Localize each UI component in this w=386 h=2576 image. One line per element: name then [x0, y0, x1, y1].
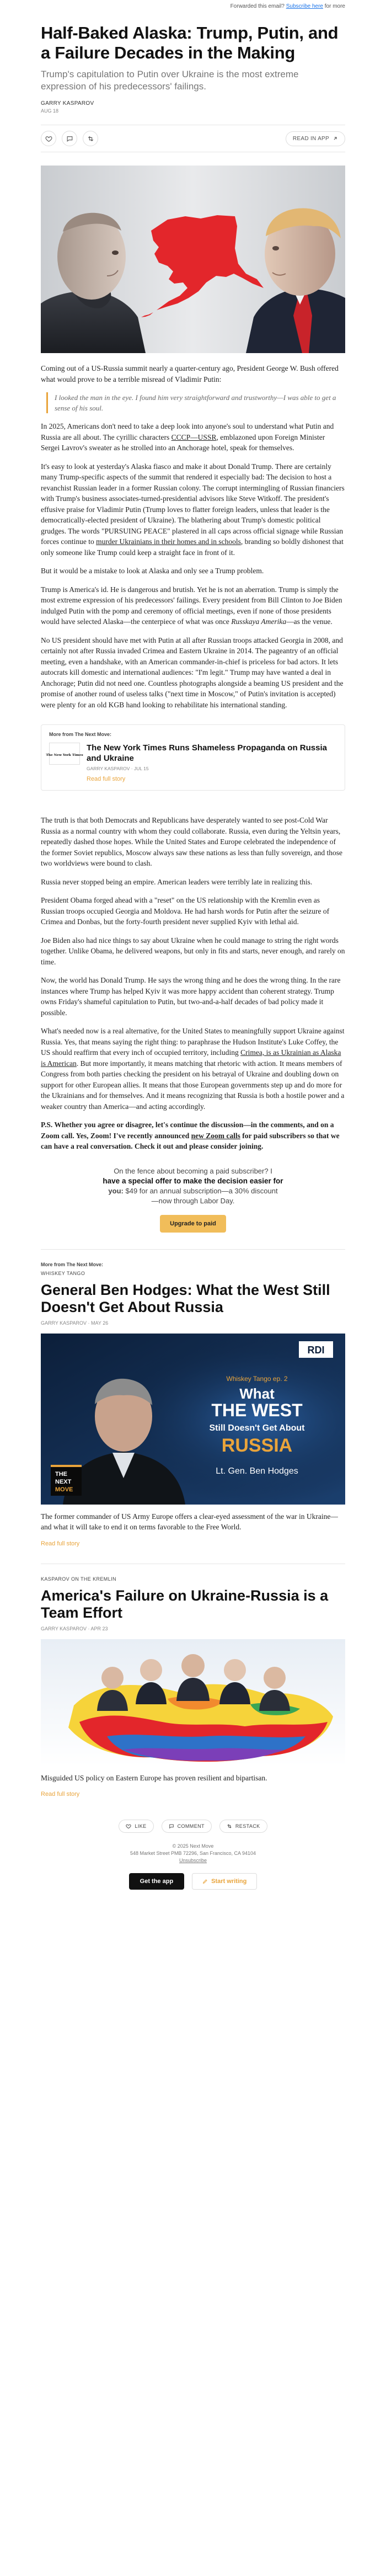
like-button[interactable] [41, 131, 56, 146]
post1-read-full-story-link[interactable]: Read full story [41, 1540, 80, 1547]
upgrade-to-paid-button[interactable]: Upgrade to paid [160, 1215, 226, 1233]
embed-title[interactable]: The New York Times Runs Shameless Propaganda on Russia and Ukraine [87, 743, 327, 763]
postscript-text-b: for paid subscribers so that we can have a real conversation. Check it out and please consider joining. [41, 1131, 340, 1150]
cccp-link[interactable]: CCCP—USSR [171, 433, 217, 441]
paragraph-7: The truth is that both Democrats and Republicans have desperately wanted to see post-Cold War Russia as a normal country with whom they could collaborate. Russia, even during the Yeltsin years, repeatedly dashed those hopes. While the United States and Europe celebrated the independence of the former Soviet republics, Moscow always saw these nations as less than fully sovereign, and those two worldviews were bound to clash. [41, 816, 343, 867]
paragraph-2 [41, 421, 345, 454]
paragraph-5 [41, 584, 345, 627]
embedded-post-card[interactable] [41, 724, 345, 791]
image-headline-4: RUSSIA [221, 1434, 293, 1456]
paragraph-11: Now, the world has Donald Trump. He says the wrong thing and he does the wrong thing. In the rare instances where Trump has helped Kyiv it was more happy accident than coherent strategy. Trump owns Friday's shameful capitulation to Putin, but two-and-a-half decades of bad policy made it possible. [41, 976, 341, 1017]
footer-info [41, 1843, 345, 1864]
author-byline[interactable]: GARRY KASPAROV [41, 100, 94, 106]
paragraph-9: President Obama forged ahead with a "reset" on the US relationship with the Kremlin even as Russian troops occupied Georgia and Moldova. He had harsh words for Putin after the seizure of Crimea and Donbas, but the forty-fourth president never supplied Kyiv with lethal aid. [41, 896, 330, 926]
footer-comment-label: COMMENT [177, 1823, 205, 1829]
rdi-badge-text: RDI [307, 1344, 325, 1356]
logo-word-3: MOVE [55, 1486, 73, 1493]
post1-meta: GARRY KASPAROV · MAY 26 [41, 1320, 109, 1326]
nyt-logo-text: The New York Times [46, 753, 83, 757]
related-post-2 [41, 1576, 345, 1798]
image-headline-1: What [239, 1385, 275, 1402]
footer-actions [41, 1820, 345, 1833]
offer-line-3-text: $49 for an annual subscription—a 30% discount [123, 1186, 278, 1195]
paragraph-8: Russia never stopped being an empire. American leaders were terribly late in realizing this. [41, 877, 313, 886]
article-subtitle: Trump's capitulation to Putin over Ukraine is the most extreme expression of his predecessors' failings. [41, 69, 299, 92]
offer-line-3-bold: you: [108, 1186, 124, 1195]
footer-comment-button[interactable] [162, 1820, 212, 1833]
comment-icon [169, 1823, 174, 1829]
external-arrow-icon [333, 136, 338, 141]
get-the-app-button[interactable]: Get the app [129, 1873, 185, 1890]
hero-image[interactable] [41, 166, 345, 353]
footer-restack-label: RESTACK [235, 1823, 260, 1829]
postscript-text-a: P.S. Whether you agree or disagree, let's continue the discussion—in the comments, and on a Zoom call. Yes, Zoom! I've recently announced [41, 1121, 334, 1140]
copyright: © 2025 Next Move [172, 1843, 214, 1849]
guest-name: Lt. Gen. Ben Hodges [216, 1466, 298, 1476]
unsubscribe-link[interactable]: Unsubscribe [179, 1858, 207, 1863]
start-writing-button[interactable] [192, 1873, 257, 1890]
paragraph-1: Coming out of a US-Russia summit nearly a quarter-century ago, President George W. Bush offered what would prove to be a terrible misread of Vladimir Putin: [41, 364, 339, 383]
footer-buttons [41, 1873, 345, 1890]
post1-from-label: More from The Next Move: [41, 1261, 104, 1267]
footer-like-label: LIKE [135, 1823, 147, 1829]
offer-line-2: have a special offer to make the decision easier for [103, 1176, 283, 1185]
embed-meta: GARRY KASPAROV · JUL 15 [87, 766, 149, 771]
restack-button[interactable] [83, 131, 98, 146]
paragraph-3-text-b: , branding so boldly dishonest that only someone like Trump could keep a straight face in front of it. [41, 537, 344, 557]
image-headline-2: THE WEST [211, 1400, 303, 1420]
forward-note-suffix: for more [324, 3, 345, 9]
restack-icon [87, 135, 94, 142]
footer-like-button[interactable] [119, 1820, 153, 1833]
forward-note [41, 0, 345, 12]
comment-button[interactable] [62, 131, 77, 146]
pen-icon [202, 1879, 208, 1884]
subscribe-link[interactable]: Subscribe here [286, 3, 323, 9]
post1-description: The former commander of US Army Europe offers a clear-eyed assessment of the war in Ukraine—and what it will take to end it on terms favorable to the Free World. [41, 1512, 338, 1531]
paragraph-5-text-b: —as the venue. [286, 617, 333, 626]
next-move-logo [51, 1465, 82, 1496]
paragraph-4: But it would be a mistake to look at Alaska and only see a Trump problem. [41, 567, 264, 575]
offer-line-4: —now through Labor Day. [151, 1196, 235, 1205]
series-label: Whiskey Tango ep. 2 [226, 1374, 288, 1383]
publish-date: AUG 18 [41, 108, 59, 114]
post1-kicker[interactable]: WHISKEY TANGO [41, 1270, 85, 1276]
post2-kicker[interactable]: KASPAROV ON THE KREMLIN [41, 1576, 116, 1582]
murder-ukrainians-link[interactable]: murder Ukrainians in their homes and in schools [96, 537, 241, 546]
action-bar [41, 125, 345, 152]
post2-meta: GARRY KASPAROV · APR 23 [41, 1625, 108, 1631]
read-in-app-label: READ IN APP [292, 135, 329, 142]
paragraph-12-text-a: What's needed now is a real alternative, for the United States to meaningfully support Ukraine against Russia. Yes, that means saying the right thing: to paraphrase the Hudson Institute's Luke Coffey, the US should reaffirm that every inch of occupied territory, including [41, 1027, 345, 1057]
paragraph-2-text-a: In 2025, Americans don't need to take a deep look into anyone's soul to understand what Putin and Russia are all about. The cyrillic characters [41, 422, 334, 441]
logo-word-2: NEXT [55, 1478, 72, 1485]
zoom-calls-link[interactable]: new Zoom calls [191, 1131, 240, 1140]
image-headline-3: Still Doesn't Get About [209, 1423, 305, 1433]
postscript [41, 1119, 345, 1152]
post2-title[interactable]: America's Failure on Ukraine-Russia is a Team Effort [41, 1587, 329, 1621]
paragraph-3 [41, 461, 345, 558]
post1-image[interactable] [41, 1334, 345, 1505]
logo-word-1: THE [55, 1470, 67, 1478]
bush-quote: I looked the man in the eye. I found him very straightforward and trustworthy—I was able to get a sense of his soul. [46, 392, 345, 413]
footer-restack-button[interactable] [219, 1820, 267, 1833]
mailing-address: 548 Market Street PMB 72296, San Francisco, CA 94104 [130, 1850, 256, 1856]
embed-row [46, 743, 337, 782]
heart-icon [45, 135, 52, 142]
related-post-1 [41, 1262, 345, 1547]
post2-description: Misguided US policy on Eastern Europe has proven resilient and bipartisan. [41, 1773, 267, 1782]
start-writing-label: Start writing [211, 1878, 247, 1885]
action-buttons [41, 131, 98, 146]
heart-icon [126, 1823, 131, 1829]
post2-read-full-story-link[interactable]: Read full story [41, 1791, 80, 1798]
russkaya-amerika-term: Russkaya Amerika [231, 617, 287, 626]
embed-read-full-story-link[interactable]: Read full story [87, 776, 126, 782]
crimea-link[interactable]: Crimea, is as Ukrainian as Alaska is American [41, 1048, 341, 1068]
paragraph-10: Joe Biden also had nice things to say about Ukraine when he could manage to string the right words together. Unlike Obama, he delivered weapons, but only in fits and starts, never enough, and rarely on time. [41, 936, 345, 966]
paragraph-12 [41, 1026, 345, 1112]
section-divider [41, 1249, 345, 1250]
restack-icon [227, 1823, 232, 1829]
comment-icon [66, 135, 73, 142]
post2-image[interactable] [41, 1639, 345, 1766]
embed-from-label: More from The Next Move: [49, 732, 112, 737]
paragraph-3-text-a: It's easy to look at yesterday's Alaska fiasco and make it about Donald Trump. There are certainly many Trump-specific aspects of the summit that rendered it especially bad: The decision to host a revanchist Russian leader in a former Russian colony. The corrupt intermingling of Russian financiers with Trump's business associates-turned-presidential advisors like Steve Witkoff. The president's effusive praise for Vladimir Putin (Trump loves to flatter foreign leaders, unless that leader is the democratically-elected president of Ukraine). The blathering about Trump's domestic political grudges. The words "PURSUING PEACE" plastered in all caps across official signage while Russian forces continue to [41, 462, 345, 546]
content-column [41, 0, 345, 1890]
post1-title[interactable]: General Ben Hodges: What the West Still Doesn't Get About Russia [41, 1281, 330, 1315]
article-body [41, 363, 345, 1152]
article-title[interactable]: Half-Baked Alaska: Trump, Putin, and a Failure Decades in the Making [41, 23, 339, 62]
embed-text [87, 743, 337, 782]
nyt-logo-thumbnail [46, 743, 83, 765]
offer-line-3 [41, 1186, 345, 1196]
offer-line-1: On the fence about becoming a paid subscriber? I [114, 1166, 272, 1175]
forward-note-text: Forwarded this email? [230, 3, 285, 9]
paragraph-12-text-b: . But more importantly, it means matching that rhetoric with action. It means members of Congress from both parties checking the president on his betrayal of Ukraine and doubling down on support for other European allies. It means that those European governments step up and do more for the Ukrainians and for themselves. And it means recognizing that Russia is both a hostile power and a weaker country than America—and acting accordingly. [41, 1059, 345, 1111]
read-in-app-button[interactable] [286, 131, 345, 146]
paragraph-2-text-b: , emblazoned upon Foreign Minister Sergei Lavrov's sweater as he strolled into an Anchorage hotel, speak for themselves. [41, 433, 325, 452]
paragraph-6: No US president should have met with Putin at all after Russian troops attacked Georgia in 2008, and certainly not after Russia invaded Crimea and Eastern Ukraine in 2014. The pageantry of an official meeting, even a handshake, with an American commander-in-chief is priceless for bad actors. It lets autocrats kill domestic and international audiences: "I'm legit." Trump may have wanted a deal in Anchorage; Putin did not need one. Countless photographs alongside a beaming US president and the promise of another round of useless talks ("next time in Moscow," of Putin's invitation is accepted) were plenty for an old KGB hand looking to rehabilitate his international standing. [41, 636, 344, 709]
paragraph-5-text-a: Trump is America's id. He is dangerous and brutish. Yet he is not an aberration. Trump is simply the most extreme expression of his predecessors' failings. Every president from Bill Clinton to Joe Biden indulged Putin with the pomp and ceremony of official meetings, even if none of those presidents would have selected Alaska—the centerpiece of what was once [41, 585, 342, 626]
subscribe-offer [41, 1166, 345, 1233]
